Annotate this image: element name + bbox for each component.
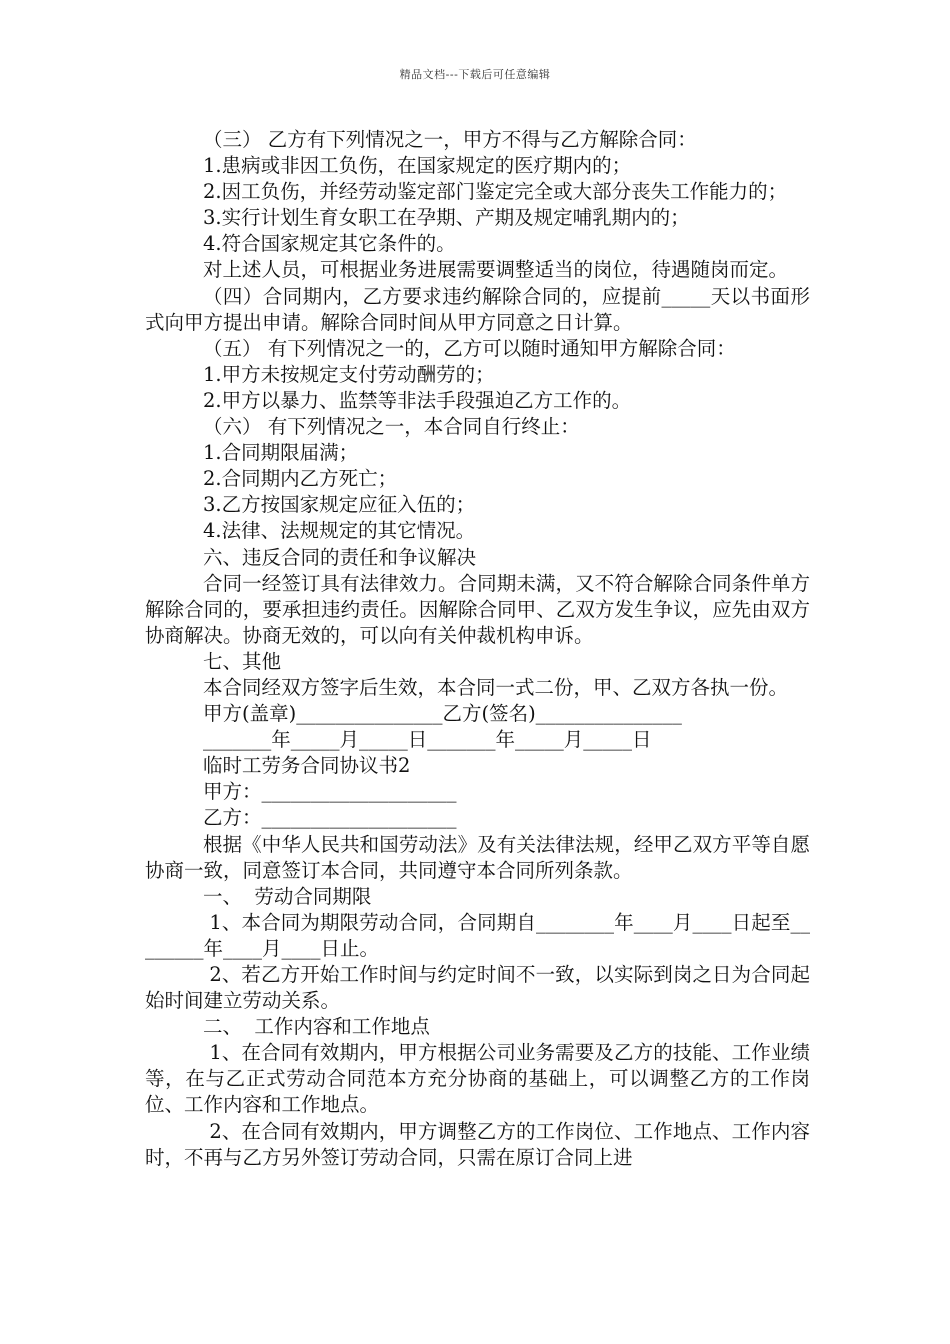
- paragraph: 一、 劳动合同期限: [203, 884, 372, 908]
- paragraph: 2、若乙方开始工作时间与约定时间不一致，以实际到岗之日为合同起始时间建立劳动关系。: [145, 963, 810, 1013]
- paragraph: 二、 工作内容和工作地点: [203, 1015, 430, 1039]
- paragraph: 乙方：____________________: [203, 806, 457, 830]
- paragraph: 4.符合国家规定其它条件的。: [203, 232, 456, 256]
- paragraph: 1.合同期限届满；: [203, 441, 359, 465]
- paragraph: 4.法律、法规规定的其它情况。: [203, 519, 476, 543]
- paragraph: 1.甲方未按规定支付劳动酬劳的；: [203, 362, 495, 386]
- paragraph: （五） 有下列情况之一的，乙方可以随时通知甲方解除合同：: [203, 336, 736, 360]
- paragraph: 合同一经签订具有法律效力。合同期未满，又不符合解除合同条件单方解除合同的，要承担违约责任。因解除合同甲、乙双方发生争议，应先由双方协商解决。协商无效的，可以向有关仲裁机构申诉。: [145, 571, 810, 647]
- paragraph: _______年_____月_____日_______年_____月_____日: [203, 728, 652, 752]
- paragraph: 临时工劳务合同协议书2: [203, 754, 411, 778]
- paragraph: 对上述人员，可根据业务进展需要调整适当的岗位，待遇随岗而定。: [203, 258, 789, 282]
- paragraph: 2.因工负伤，并经劳动鉴定部门鉴定完全或大部分丧失工作能力的；: [203, 180, 788, 204]
- paragraph: 2.甲方以暴力、监禁等非法手段强迫乙方工作的。: [203, 388, 632, 412]
- paragraph: 甲方(盖章)_______________乙方(签名)_______________: [203, 702, 682, 726]
- paragraph: 3.乙方按国家规定应征入伍的；: [203, 493, 476, 517]
- document-body: [145, 127, 810, 1171]
- paragraph: （六） 有下列情况之一，本合同自行终止：: [203, 415, 580, 439]
- paragraph: 1、在合同有效期内，甲方根据公司业务需要及乙方的技能、工作业绩等，在与乙正式劳动合同范本方充分协商的基础上，可以调整乙方的工作岗位、工作内容和工作地点。: [145, 1041, 810, 1117]
- paragraph: 六、违反合同的责任和争议解决: [203, 545, 477, 569]
- paragraph: 七、其他: [203, 649, 282, 673]
- paragraph: 1.患病或非因工负伤，在国家规定的医疗期内的；: [203, 154, 632, 178]
- paragraph: （三） 乙方有下列情况之一，甲方不得与乙方解除合同：: [203, 128, 697, 151]
- paragraph: 本合同经双方签字后生效，本合同一式二份，甲、乙双方各执一份。: [203, 675, 789, 699]
- paragraph: 3.实行计划生育女职工在孕期、产期及规定哺乳期内的；: [203, 206, 690, 230]
- paragraph: 2、在合同有效期内，甲方调整乙方的工作岗位、工作地点、工作内容时，不再与乙方另外签订劳动合同，只需在原订合同上进: [145, 1119, 810, 1169]
- page-header: 精品文档---下载后可任意编辑: [399, 68, 551, 81]
- paragraph: 1、本合同为期限劳动合同，合同期自________年____月____日起至________年____月____日止。: [145, 910, 810, 960]
- paragraph: （四）合同期内，乙方要求违约解除合同的，应提前_____天以书面形式向甲方提出申请。解除合同时间从甲方同意之日计算。: [145, 284, 810, 334]
- paragraph: 根据《中华人民共和国劳动法》及有关法律法规，经甲乙双方平等自愿协商一致，同意签订本合同，共同遵守本合同所列条款。: [145, 832, 810, 882]
- paragraph: 甲方：____________________: [203, 780, 457, 804]
- paragraph: 2.合同期内乙方死亡；: [203, 467, 398, 491]
